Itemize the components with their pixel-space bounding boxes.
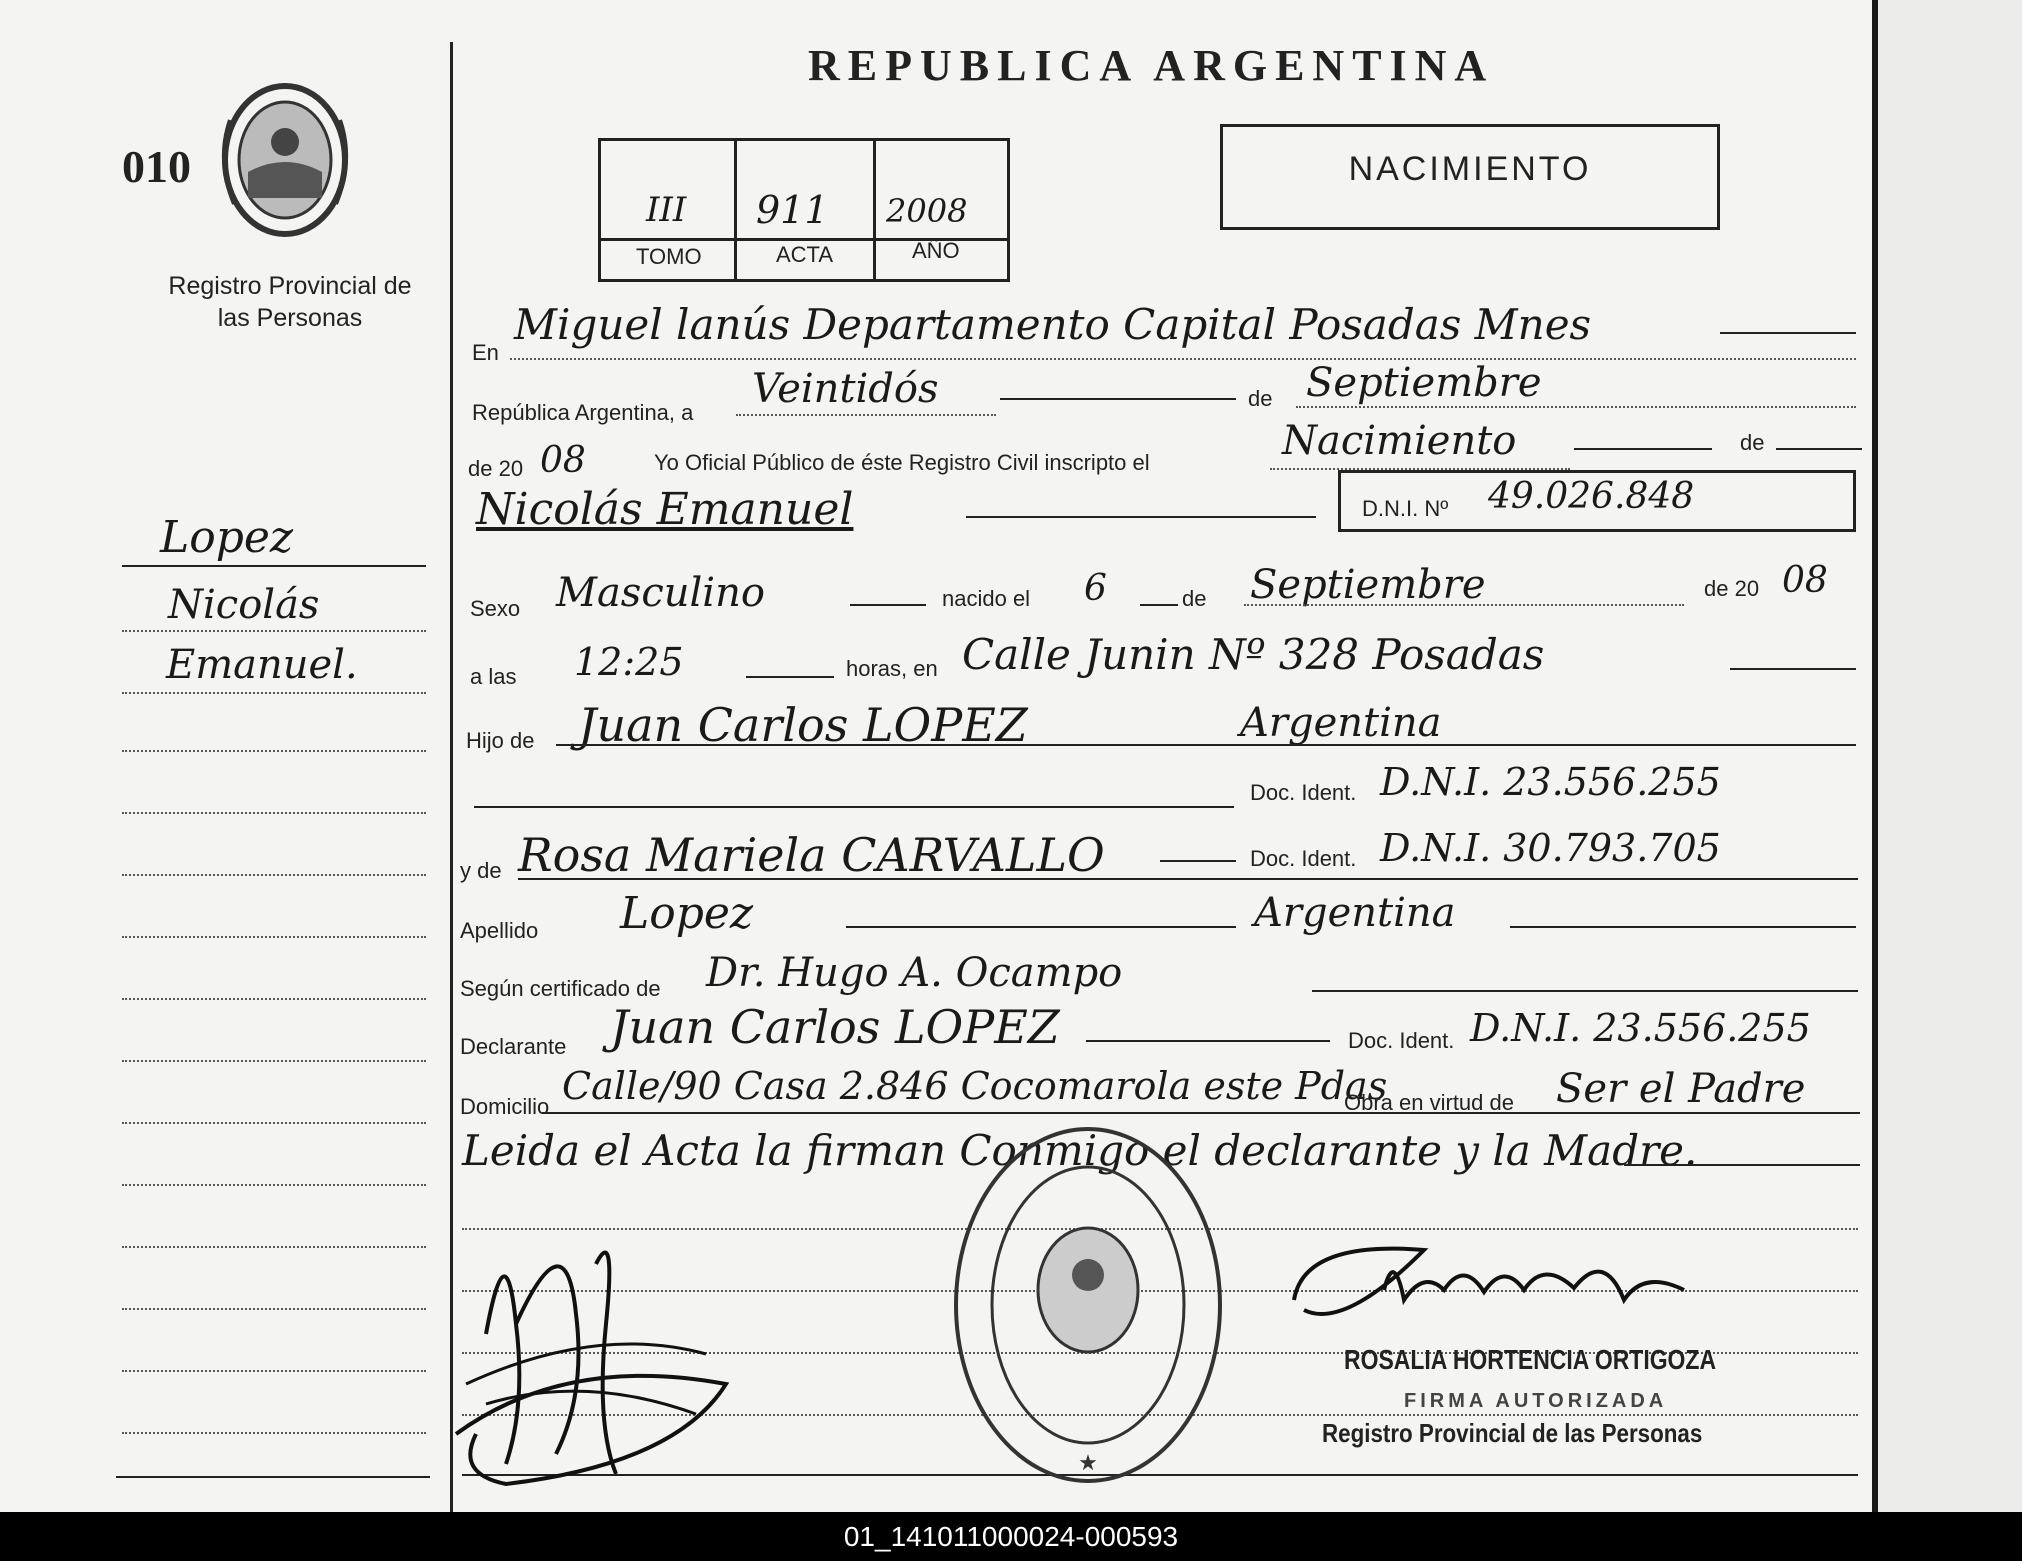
margin-surname: Lopez: [160, 512, 294, 563]
place-entry: Miguel lanús Departamento Capital Posadas Mnes: [514, 300, 1592, 349]
ano-value: 2008: [886, 192, 968, 230]
declarant-entry: Juan Carlos LOPEZ: [610, 1000, 1060, 1054]
day-written-entry: Veintidós: [752, 366, 939, 412]
official-office: Registro Provincial de las Personas: [1322, 1418, 1703, 1448]
registered-as-entry: Nacimiento: [1282, 418, 1517, 464]
tomo-label: TOMO: [636, 244, 702, 269]
father-nationality-entry: Argentina: [1240, 700, 1442, 746]
child-names-entry: Nicolás Emanuel: [476, 484, 854, 535]
certificate-by-entry: Dr. Hugo A. Ocampo: [706, 950, 1123, 996]
footer-id: 01_141011000024-000593: [0, 1512, 2022, 1561]
tomo-value: III: [646, 190, 687, 230]
surname-entry: Lopez: [620, 888, 754, 939]
father-name-entry: Juan Carlos LOPEZ: [578, 698, 1028, 752]
svg-text:★: ★: [1078, 1450, 1098, 1475]
ano-label: AÑO: [912, 238, 960, 263]
birth-day-entry: 6: [1084, 568, 1107, 609]
margin-first-name: Nicolás: [168, 582, 320, 628]
declarant-doc-entry: D.N.I. 23.556.255: [1470, 1006, 1811, 1050]
registry-name: Registro Provincial de las Personas: [168, 272, 412, 332]
birth-place-entry: Calle Junin Nº 328 Posadas: [962, 630, 1545, 679]
birth-month-entry: Septiembre: [1250, 562, 1486, 608]
official-title: FIRMA AUTORIZADA: [1404, 1390, 1668, 1412]
margin-middle-name: Emanuel.: [166, 642, 358, 688]
certificate-page: 010 Registro Provincial de las Personas Lopez Nicolás Emanuel. REPUBLICA ARGENTINA III 911 2008 TOMO ACTA AÑO NACIMIENTO En Miguel lanús Departamento Capital Posadas Mnes República Argentina, a Veintidós de Septiembre de 20 08 Yo Oficial Público de éste Registro Civil inscripto el Nacimiento de Nicolás Emanuel D.N.I. Nº 49.026.848 Sexo Masculino nacido el 6 de Septiembre de 20 08 a las 12:25 horas, en Calle Junin Nº 328 Posadas Hijo de Juan Carlos LOPEZ Argentina Doc. Ident. D.N.I. 23.556.255 y de Rosa Mariela CARVALLO Doc. Ident. D.N.I. 30.793.705 Apellido Lopez Argentina Según certificado de Dr. Hugo A. Ocampo Declarante Juan Carlos LOPEZ Doc. Ident. D.N.I. 23.556.255 Domicilio Calle/90 Casa 2.846 Cocomarola este Pdas Obra en virtud de Ser el Padre Leida el Acta la firman Conmigo el declarante y la Madre. ★ ROSALIA HORTENCIA ORTIGOZA FIRMA AUTORIZADA Registro Provincial de las Personas: [0, 0, 2022, 1512]
registry-seal-icon: [948, 1120, 1228, 1490]
official-name: ROSALIA HORTENCIA ORTIGOZA: [1344, 1344, 1717, 1375]
father-doc-entry: D.N.I. 23.556.255: [1380, 760, 1721, 804]
mother-nationality-entry: Argentina: [1254, 890, 1456, 936]
address-entry: Calle/90 Casa 2.846 Cocomarola este Pdas: [562, 1064, 1388, 1108]
mother-name-entry: Rosa Mariela CARVALLO: [518, 828, 1105, 882]
month-entry: Septiembre: [1306, 360, 1542, 406]
declarant-signature: [446, 1204, 746, 1494]
official-signature: [1284, 1230, 1704, 1340]
dni-entry: 49.026.848: [1488, 476, 1695, 517]
provincial-coat-of-arms-icon: [210, 80, 360, 240]
birth-time-entry: 12:25: [574, 640, 684, 684]
sex-entry: Masculino: [556, 570, 765, 616]
country-title: REPUBLICA ARGENTINA: [808, 41, 1495, 90]
year-entry: 08: [540, 440, 586, 481]
birth-year-entry: 08: [1782, 560, 1828, 601]
mother-doc-entry: D.N.I. 30.793.705: [1380, 826, 1721, 870]
acta-label: ACTA: [776, 242, 834, 267]
record-type: NACIMIENTO: [1348, 150, 1592, 188]
closing-entry: Leida el Acta la firman Conmigo el declarante y la Madre.: [462, 1126, 1698, 1175]
acta-value: 911: [756, 188, 829, 232]
capacity-entry: Ser el Padre: [1556, 1066, 1806, 1112]
form-number: 010: [122, 141, 191, 192]
